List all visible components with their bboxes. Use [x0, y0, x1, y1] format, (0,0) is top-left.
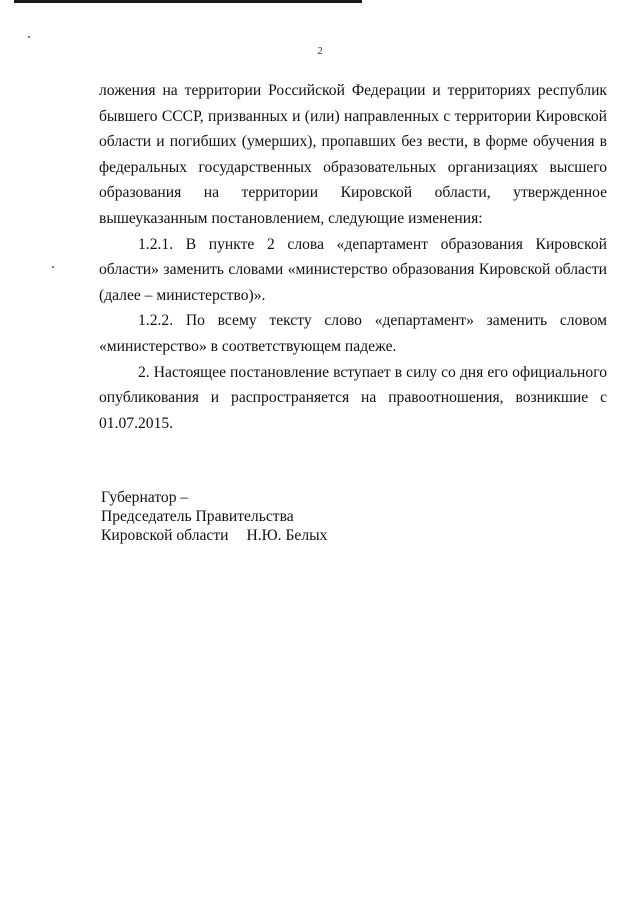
signature-title-line3 — [101, 526, 327, 545]
paragraph-continuation: ложения на территории Российской Федерации и территориях республик бывшего СССР, призванных и (или) направленных с территории Кировской области и погибших (умерших), пропавших без вести, в форме обучения в федеральных государственных образовательных организациях высшего образования на территории Кировской области, утвержденное вышеуказанным постановлением, следующие изменения: — [99, 82, 607, 227]
scan-speck — [52, 266, 54, 268]
signature-title-line1: Губернатор – — [101, 489, 189, 506]
top-rule — [14, 0, 362, 3]
signature-region: Кировской области — [101, 527, 229, 544]
document-body — [99, 78, 607, 436]
paragraph-1-2-1: 1.2.1. В пункте 2 слова «департамент образования Кировской области» заменить словами «министерство образования Кировской области (далее – министерство)». — [99, 235, 607, 304]
scan-speck — [28, 36, 30, 38]
signature-block — [101, 488, 327, 545]
signatory-name: Н.Ю. Белых — [246, 527, 328, 544]
signature-title-line2: Председатель Правительства — [101, 508, 294, 525]
paragraph-1-2-2: 1.2.2. По всему тексту слово «департамент» заменить словом «министерство» в соответствующем падеже. — [99, 312, 607, 355]
paragraph-2: 2. Настоящее постановление вступает в силу со дня его официального опубликования и распространяется на правоотношения, возникшие с 01.07.2015. — [99, 363, 607, 432]
page-number: 2 — [317, 45, 323, 57]
